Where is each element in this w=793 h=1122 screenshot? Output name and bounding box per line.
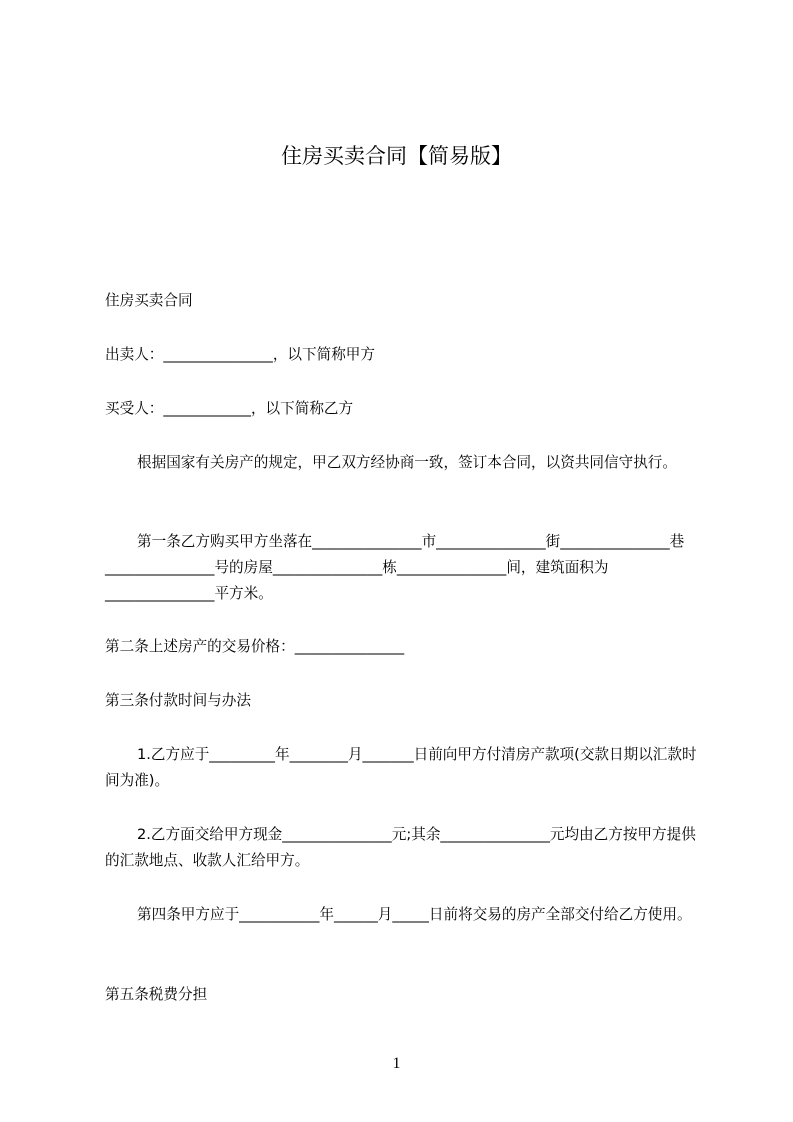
preamble-paragraph: 根据国家有关房产的规定，甲乙双方经协商一致，签订本合同，以资共同信守执行。 <box>137 454 677 471</box>
page-number: 1 <box>392 1055 401 1072</box>
article-4-paragraph: 第四条甲方应于___________年______月_____日前将交易的房产全部交付给乙方使用。 <box>137 906 692 923</box>
article-5-heading: 第五条税费分担 <box>105 986 208 1003</box>
contract-heading: 住房买卖合同 <box>105 292 193 309</box>
seller-line: 出卖人：_______________，以下简称甲方 <box>105 346 375 363</box>
article-2-paragraph: 第二条上述房产的交易价格：_______________ <box>105 638 405 655</box>
article-3-heading: 第三条付款时间与办法 <box>105 692 251 709</box>
article-3-item-2: 2.乙方面交给甲方现金_______________元;其余_______________元均由乙方按甲方提供的汇款地点、收款人汇给甲方。 <box>105 826 696 869</box>
article-1-paragraph: 第一条乙方购买甲方坐落在_______________市_______________街_______________巷_______________号的房屋_______________栋_______________间，建筑面积为_______________平方米。 <box>105 533 685 602</box>
document-title: 住房买卖合同【简易版】 <box>281 144 512 168</box>
buyer-line: 买受人：____________，以下简称乙方 <box>105 400 354 417</box>
article-3-item-1: 1.乙方应于_________年________月_______日前向甲方付清房产款项(交款日期以汇款时间为准)。 <box>105 746 697 789</box>
